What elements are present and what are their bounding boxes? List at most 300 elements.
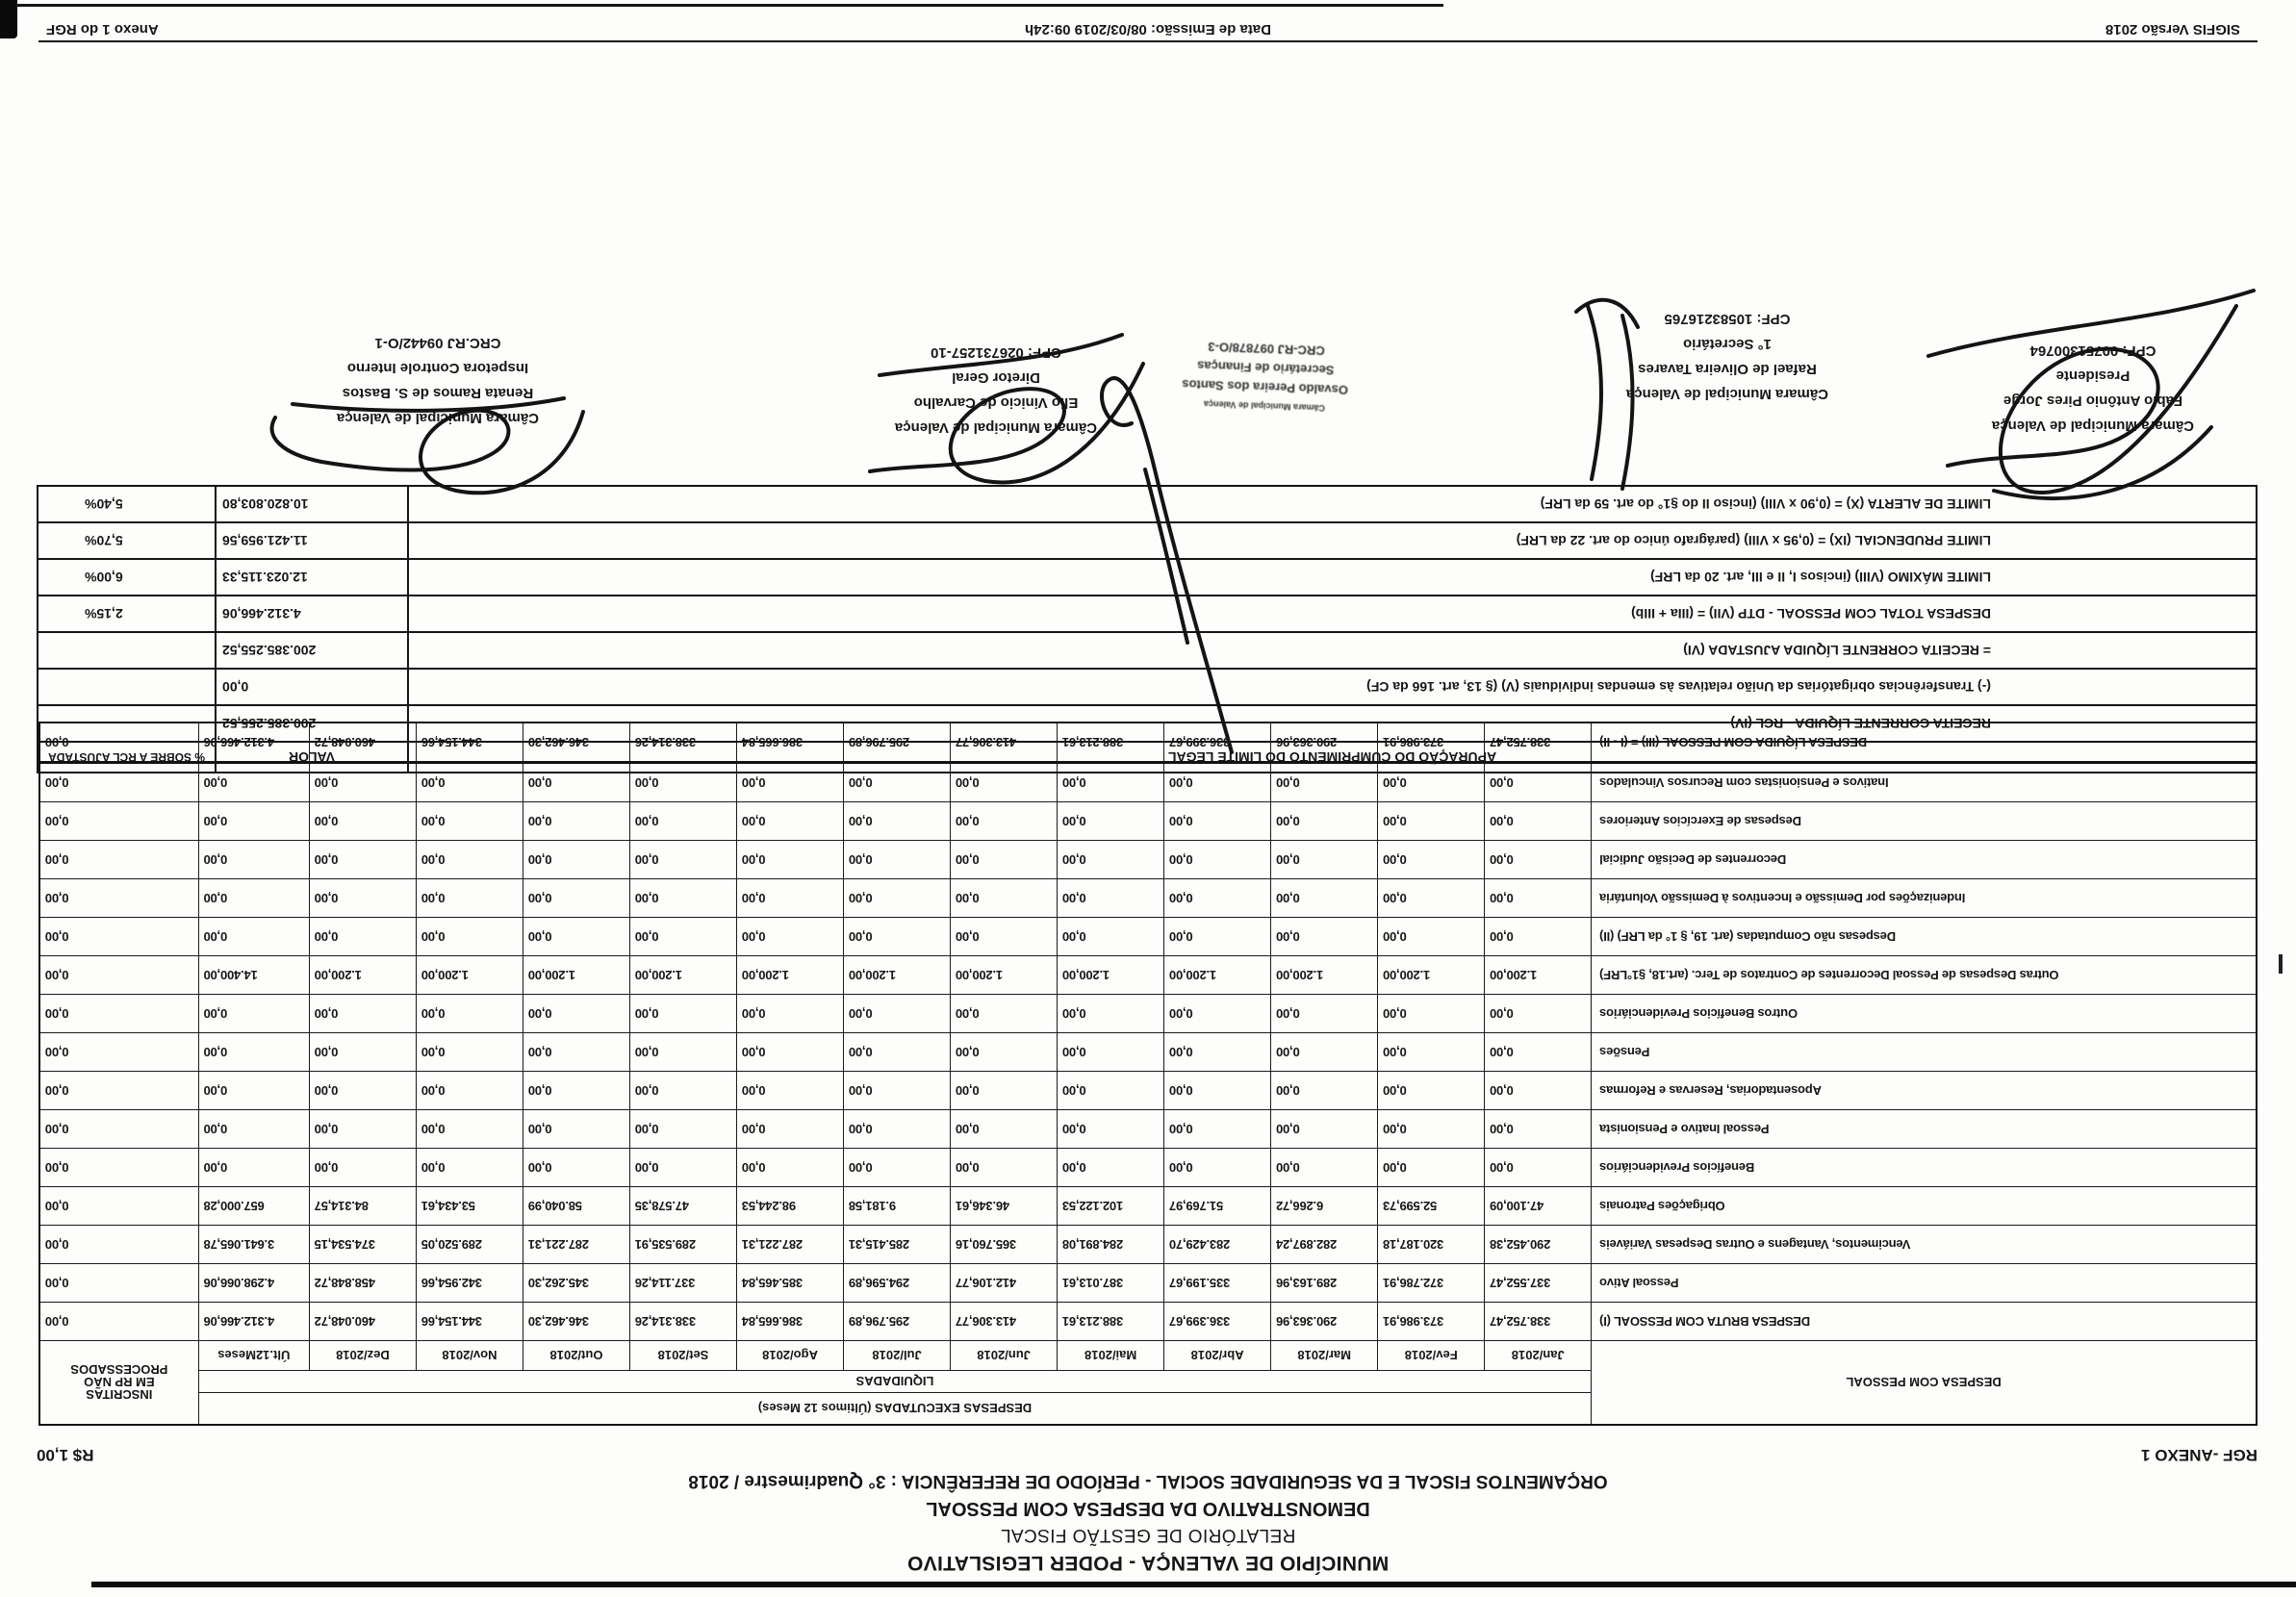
- row-label: Aposentadorias, Reservas e Reformas: [1592, 1072, 2257, 1110]
- value-cell: 0,00: [309, 879, 416, 918]
- signature-stroke-secretario: [1576, 300, 1638, 489]
- value-cell: 287.221,31: [737, 1226, 844, 1264]
- value-cell: 6.266,72: [1271, 1187, 1378, 1226]
- apuracao-label: LIMITE PRUDENCIAL (IX) = (0,95 x VIII) (parágrafo único do art. 22 da LRF): [408, 522, 2257, 559]
- apuracao-label: (-) Transferências obrigatórias da União relativas às emendas individuais (V) (§ 13, art. 166 da CF): [408, 669, 2257, 705]
- value-cell: 0,00: [39, 1226, 198, 1264]
- value-cell: 0,00: [1058, 763, 1164, 802]
- signature-org: Câmara Municipal de Valença: [1625, 386, 1829, 402]
- signature-name: Fábio Antônio Pires Jorge: [2003, 393, 2183, 409]
- table-row: [39, 956, 2257, 995]
- value-cell: 289.163,96: [1271, 1264, 1378, 1303]
- value-cell: 0,00: [844, 1110, 951, 1149]
- apuracao-valor: 12.023.115,33: [216, 559, 408, 596]
- value-cell: 0,00: [1164, 763, 1271, 802]
- value-cell: 336.399,67: [1164, 722, 1271, 763]
- row-label: Outros Benefícios Previdenciários: [1592, 995, 2257, 1033]
- value-cell: 0,00: [1378, 1033, 1485, 1072]
- apuracao-pct: 2,15%: [38, 596, 216, 632]
- value-cell: 0,00: [1271, 879, 1378, 918]
- value-cell: 0,00: [39, 802, 198, 841]
- value-cell: 0,00: [1485, 879, 1592, 918]
- value-cell: 3.641.065,78: [198, 1226, 309, 1264]
- value-cell: 374.534,15: [309, 1226, 416, 1264]
- row-label: Despesas não Computadas (art. 19, § 1° da LRF) (II): [1592, 918, 2257, 956]
- value-cell: 0,00: [309, 1072, 416, 1110]
- value-cell: 0,00: [1271, 841, 1378, 879]
- signature-stroke-presidente: [1928, 291, 2254, 498]
- apuracao-valor: 11.421.959,56: [216, 522, 408, 559]
- value-cell: 0,00: [1058, 995, 1164, 1033]
- value-cell: 338.314,26: [629, 1303, 736, 1341]
- month-header: Mai/2018: [1058, 1341, 1164, 1371]
- value-cell: 0,00: [951, 841, 1058, 879]
- value-cell: 0,00: [629, 995, 736, 1033]
- row-label: Obrigações Patronais: [1592, 1187, 2257, 1226]
- month-header: Últ.12Meses: [198, 1341, 309, 1371]
- value-cell: 282.897,24: [1271, 1226, 1378, 1264]
- value-cell: 1.200,00: [844, 956, 951, 995]
- value-cell: 0,00: [523, 841, 629, 879]
- value-cell: 283.429,70: [1164, 1226, 1271, 1264]
- despesa-com-pessoal-table: [38, 722, 2258, 1426]
- value-cell: 0,00: [198, 1149, 309, 1187]
- value-cell: 0,00: [1058, 802, 1164, 841]
- value-cell: 0,00: [951, 1110, 1058, 1149]
- value-cell: 52.599,73: [1378, 1187, 1485, 1226]
- value-cell: 0,00: [416, 879, 523, 918]
- value-cell: 0,00: [39, 1149, 198, 1187]
- value-cell: 0,00: [523, 763, 629, 802]
- value-cell: 0,00: [629, 1149, 736, 1187]
- apuracao-label: LIMITE MÁXIMO (VIII) (incisos I, II e III, art. 20 da LRF): [408, 559, 2257, 596]
- table-row: [39, 1110, 2257, 1149]
- signature-org: Câmara Municipal de Valença: [1203, 398, 1326, 414]
- month-header: Jul/2018: [844, 1341, 951, 1371]
- column-group-header: DESPESAS EXECUTADAS (Últimos 12 Meses): [198, 1393, 1592, 1426]
- value-cell: 0,00: [737, 841, 844, 879]
- value-cell: 0,00: [737, 1149, 844, 1187]
- value-cell: 0,00: [951, 1072, 1058, 1110]
- value-cell: 0,00: [1485, 802, 1592, 841]
- row-label: Vencimentos, Vantagens e Outras Despesas Variáveis: [1592, 1226, 2257, 1264]
- rp-line: INSCRITAS: [86, 1387, 153, 1403]
- value-cell: 0,00: [1164, 841, 1271, 879]
- value-cell: 337.552,47: [1485, 1264, 1592, 1303]
- value-cell: 0,00: [629, 802, 736, 841]
- value-cell: 0,00: [1164, 1110, 1271, 1149]
- annex-label: RGF -ANEXO 1: [2141, 1446, 2258, 1464]
- value-cell: 290.363,96: [1271, 722, 1378, 763]
- value-cell: 47.578,35: [629, 1187, 736, 1226]
- value-cell: 0,00: [1164, 918, 1271, 956]
- value-cell: 0,00: [198, 879, 309, 918]
- value-cell: 0,00: [523, 1149, 629, 1187]
- value-cell: 386.665,84: [737, 1303, 844, 1341]
- row-label: DESPESA BRUTA COM PESSOAL (I): [1592, 1303, 2257, 1341]
- month-header: Jun/2018: [951, 1341, 1058, 1371]
- value-cell: 287.221,31: [523, 1226, 629, 1264]
- handwritten-signatures: [0, 0, 2296, 779]
- value-cell: 0,00: [1378, 1149, 1485, 1187]
- value-cell: 0,00: [39, 1187, 198, 1226]
- value-cell: 387.013,61: [1058, 1264, 1164, 1303]
- apuracao-valor: 200.385.255,52: [216, 705, 408, 742]
- value-cell: 0,00: [39, 879, 198, 918]
- signature-role: Presidente: [2055, 368, 2130, 384]
- value-cell: 53.434,61: [416, 1187, 523, 1226]
- value-cell: 0,00: [1164, 1072, 1271, 1110]
- value-cell: 0,00: [844, 879, 951, 918]
- value-cell: 0,00: [951, 918, 1058, 956]
- value-cell: 0,00: [1271, 1072, 1378, 1110]
- signature-stroke-financas: [1102, 378, 1232, 752]
- signature-doc: CPF: 026731257-10: [931, 344, 1061, 361]
- value-cell: 0,00: [951, 802, 1058, 841]
- value-cell: 0,00: [1378, 995, 1485, 1033]
- value-cell: 0,00: [198, 1033, 309, 1072]
- value-cell: 0,00: [737, 995, 844, 1033]
- value-cell: 0,00: [416, 1072, 523, 1110]
- row-label: Outras Despesas de Pessoal Decorrentes de Contratos de Terc. (art.18, §1°LRF): [1592, 956, 2257, 995]
- column-header-despesa: DESPESA COM PESSOAL: [1592, 1341, 2257, 1426]
- value-cell: 0,00: [39, 995, 198, 1033]
- annex-row: [10, 1443, 2286, 1464]
- value-cell: 0,00: [1058, 918, 1164, 956]
- value-cell: 0,00: [844, 841, 951, 879]
- value-cell: 0,00: [39, 918, 198, 956]
- value-cell: 0,00: [1485, 1033, 1592, 1072]
- footer-rule: [38, 40, 2258, 42]
- value-cell: 1.200,00: [309, 956, 416, 995]
- reference-period: ORÇAMENTOS FISCAL E DA SEGURIDADE SOCIAL - PERÍODO DE REFERÊNCIA : 3° Quadrimestre / 2018: [688, 1471, 1608, 1491]
- value-cell: 0,00: [309, 1149, 416, 1187]
- value-cell: 0,00: [416, 995, 523, 1033]
- value-cell: 0,00: [951, 763, 1058, 802]
- value-cell: 0,00: [39, 1110, 198, 1149]
- value-cell: 0,00: [1058, 841, 1164, 879]
- value-cell: 0,00: [1058, 1072, 1164, 1110]
- apuracao-header: APURAÇÃO DO CUMPRIMENTO DO LIMITE LEGAL: [408, 742, 2257, 773]
- value-cell: 0,00: [198, 1110, 309, 1149]
- value-cell: 9.181,58: [844, 1187, 951, 1226]
- value-cell: 0,00: [39, 1033, 198, 1072]
- apuracao-valor: 10.820.803,80: [216, 486, 408, 522]
- value-cell: 338.314,26: [629, 722, 736, 763]
- value-cell: 0,00: [309, 918, 416, 956]
- value-cell: 0,00: [951, 995, 1058, 1033]
- value-cell: 0,00: [844, 1149, 951, 1187]
- value-cell: 290.452,38: [1485, 1226, 1592, 1264]
- value-cell: 344.154,66: [416, 722, 523, 763]
- value-cell: 0,00: [523, 1110, 629, 1149]
- signature-org: Câmara Municipal de Valença: [1991, 418, 2195, 434]
- signature-doc: CPF: 10583216765: [1664, 311, 1791, 327]
- apuracao-label: DESPESA TOTAL COM PESSOAL - DTP (VII) = (IIIa + IIIb): [408, 596, 2257, 632]
- value-cell: 1.200,00: [629, 956, 736, 995]
- column-header-rp: [39, 1341, 198, 1426]
- value-cell: 0,00: [629, 918, 736, 956]
- value-cell: 0,00: [416, 763, 523, 802]
- value-cell: 0,00: [1485, 1110, 1592, 1149]
- value-cell: 0,00: [1485, 841, 1592, 879]
- value-cell: 0,00: [1485, 763, 1592, 802]
- apuracao-label: = RECEITA CORRENTE LÍQUIDA AJUSTADA (VI): [408, 632, 2257, 669]
- table-row: [39, 879, 2257, 918]
- row-label: Decorrentes de Decisão Judicial: [1592, 841, 2257, 879]
- footer-annex-ref: Anexo 1 do RGF: [46, 21, 159, 38]
- statement-title: DEMONSTRATIVO DA DESPESA COM PESSOAL: [926, 1498, 1370, 1519]
- value-cell: 373.986,91: [1378, 1303, 1485, 1341]
- value-cell: 0,00: [844, 918, 951, 956]
- apuracao-pct: 5,70%: [38, 522, 216, 559]
- value-cell: 372.786,91: [1378, 1264, 1485, 1303]
- value-cell: 0,00: [1378, 879, 1485, 918]
- footer-emission-date: Data de Emissão: 08/03/2019 09:24h: [1025, 21, 1271, 38]
- value-cell: 0,00: [309, 1033, 416, 1072]
- value-cell: 337.114,26: [629, 1264, 736, 1303]
- value-cell: 0,00: [1164, 1149, 1271, 1187]
- row-label: Pessoal Ativo: [1592, 1264, 2257, 1303]
- value-cell: 458.848,72: [309, 1264, 416, 1303]
- apuracao-valor: 200.385.255,52: [216, 632, 408, 669]
- scan-artifact: [2279, 954, 2283, 974]
- signature-doc: CPF: 00751300764: [2029, 342, 2156, 359]
- month-header: Ago/2018: [737, 1341, 844, 1371]
- value-cell: 0,00: [198, 841, 309, 879]
- value-cell: 102.122,53: [1058, 1187, 1164, 1226]
- value-cell: 0,00: [1485, 918, 1592, 956]
- value-cell: 0,00: [1058, 879, 1164, 918]
- value-cell: 0,00: [39, 956, 198, 995]
- value-cell: 4.312.466,06: [198, 1303, 309, 1341]
- value-cell: 0,00: [309, 841, 416, 879]
- value-cell: 0,00: [309, 1110, 416, 1149]
- month-header: Out/2018: [523, 1341, 629, 1371]
- signature-stroke-diretor: [870, 335, 1143, 482]
- title-block: [0, 1470, 2296, 1574]
- value-cell: 47.100,09: [1485, 1187, 1592, 1226]
- column-subheader-liquidadas: LIQUIDADAS: [198, 1371, 1592, 1393]
- table-row: [39, 1187, 2257, 1226]
- value-cell: 0,00: [39, 722, 198, 763]
- value-cell: 0,00: [1164, 995, 1271, 1033]
- value-cell: 0,00: [629, 879, 736, 918]
- value-cell: 1.200,00: [1058, 956, 1164, 995]
- value-cell: 0,00: [951, 1033, 1058, 1072]
- value-cell: 0,00: [523, 1072, 629, 1110]
- value-cell: 58.040,99: [523, 1187, 629, 1226]
- signature-name: Elio Vinicio de Carvalho: [913, 394, 1079, 411]
- value-cell: 0,00: [629, 1033, 736, 1072]
- value-cell: 0,00: [39, 1072, 198, 1110]
- value-cell: 0,00: [629, 1110, 736, 1149]
- table-row: [39, 1226, 2257, 1264]
- value-cell: 346.462,30: [523, 722, 629, 763]
- value-cell: 338.752,47: [1485, 1303, 1592, 1341]
- value-cell: 0,00: [1378, 1110, 1485, 1149]
- value-cell: 0,00: [416, 1110, 523, 1149]
- value-cell: 0,00: [309, 763, 416, 802]
- value-cell: 0,00: [1378, 763, 1485, 802]
- signature-role: Inspetora Controle Interno: [346, 360, 529, 376]
- value-cell: 0,00: [1164, 1033, 1271, 1072]
- table-row: [39, 1149, 2257, 1187]
- value-cell: 46.346,61: [951, 1187, 1058, 1226]
- value-cell: 0,00: [844, 1033, 951, 1072]
- value-cell: 373.986,91: [1378, 722, 1485, 763]
- value-cell: 413.306,77: [951, 1303, 1058, 1341]
- table-row: [39, 1303, 2257, 1341]
- signature-name: Osvaldo Pereira dos Santos: [1182, 376, 1349, 398]
- pct-header: % SOBRE A RCL AJUSTADA: [38, 742, 216, 773]
- currency-label: R$ 1,00: [37, 1446, 94, 1464]
- value-cell: 346.462,30: [523, 1303, 629, 1341]
- value-cell: 0,00: [629, 763, 736, 802]
- page-title: MUNICÍPIO DE VALENÇA - PODER LEGISLATIVO: [906, 1552, 1390, 1574]
- value-cell: 0,00: [951, 879, 1058, 918]
- value-cell: 0,00: [1378, 841, 1485, 879]
- value-cell: 0,00: [844, 763, 951, 802]
- value-cell: 1.200,00: [1485, 956, 1592, 995]
- signature-role: Secretário de Finanças: [1196, 358, 1335, 378]
- value-cell: 0,00: [1271, 802, 1378, 841]
- value-cell: 335.199,67: [1164, 1264, 1271, 1303]
- value-cell: 0,00: [1485, 1149, 1592, 1187]
- table-row: [39, 1033, 2257, 1072]
- value-cell: 0,00: [39, 841, 198, 879]
- apuracao-label: RECEITA CORRENTE LÍQUIDA - RCL (IV): [408, 705, 2257, 742]
- value-cell: 0,00: [844, 802, 951, 841]
- signature-name: Renata Ramos de S. Bastos: [342, 385, 534, 401]
- value-cell: 51.769,97: [1164, 1187, 1271, 1226]
- value-cell: 0,00: [198, 802, 309, 841]
- month-header: Abr/2018: [1164, 1341, 1271, 1371]
- month-header: Mar/2018: [1271, 1341, 1378, 1371]
- table-row: [39, 1264, 2257, 1303]
- value-cell: 285.415,31: [844, 1226, 951, 1264]
- value-cell: 386.665,84: [737, 722, 844, 763]
- value-cell: 1.200,00: [523, 956, 629, 995]
- table-row: [39, 802, 2257, 841]
- signature-role: 1° Secretário: [1683, 336, 1772, 352]
- row-label: Indenizações por Demissão e Incentivos à Demissão Voluntária: [1592, 879, 2257, 918]
- rp-line: PROCESSADOS: [70, 1362, 168, 1378]
- value-cell: 0,00: [1058, 1033, 1164, 1072]
- value-cell: 388.213,61: [1058, 1303, 1164, 1341]
- row-label: Pessoal Inativo e Pensionista: [1592, 1110, 2257, 1149]
- apuracao-pct: 5,40%: [38, 486, 216, 522]
- value-cell: 0,00: [1164, 879, 1271, 918]
- value-cell: 0,00: [1164, 802, 1271, 841]
- row-label: Pensões: [1592, 1033, 2257, 1072]
- signature-name: Rafael de Oliveira Tavares: [1638, 361, 1817, 377]
- value-cell: 4.312.466,06: [198, 722, 309, 763]
- value-cell: 412.106,77: [951, 1264, 1058, 1303]
- signature-stroke-inspetora: [272, 398, 583, 493]
- value-cell: 0,00: [737, 1072, 844, 1110]
- row-label: DESPESA LÍQUIDA COM PESSOAL (III) = (I - II): [1592, 722, 2257, 763]
- value-cell: 657.000,28: [198, 1187, 309, 1226]
- value-cell: 0,00: [737, 1110, 844, 1149]
- value-cell: 0,00: [198, 1072, 309, 1110]
- valor-header: VALOR: [216, 742, 408, 773]
- value-cell: 1.200,00: [1378, 956, 1485, 995]
- apuracao-label: LIMITE DE ALERTA (X) = (0,90 x VIII) (inciso II do §1° do art. 59 da LRF): [408, 486, 2257, 522]
- value-cell: 0,00: [629, 841, 736, 879]
- value-cell: 0,00: [39, 1303, 198, 1341]
- value-cell: 1.200,00: [737, 956, 844, 995]
- value-cell: 385.465,84: [737, 1264, 844, 1303]
- value-cell: 14.400,00: [198, 956, 309, 995]
- value-cell: 0,00: [1378, 802, 1485, 841]
- value-cell: 0,00: [39, 1264, 198, 1303]
- value-cell: 0,00: [309, 995, 416, 1033]
- value-cell: 0,00: [1271, 995, 1378, 1033]
- value-cell: 460.048,72: [309, 1303, 416, 1341]
- table-row: [39, 995, 2257, 1033]
- value-cell: 0,00: [416, 841, 523, 879]
- apuracao-valor: 0,00: [216, 669, 408, 705]
- value-cell: 0,00: [523, 802, 629, 841]
- value-cell: 0,00: [1271, 1033, 1378, 1072]
- value-cell: 0,00: [523, 879, 629, 918]
- month-header: Jan/2018: [1485, 1341, 1592, 1371]
- value-cell: 0,00: [39, 763, 198, 802]
- value-cell: 0,00: [416, 1149, 523, 1187]
- value-cell: 1.200,00: [416, 956, 523, 995]
- value-cell: 0,00: [1058, 1110, 1164, 1149]
- table-row: [39, 841, 2257, 879]
- value-cell: 365.760,16: [951, 1226, 1058, 1264]
- rp-line: EM RP NÃO: [84, 1375, 155, 1390]
- value-cell: 388.213,61: [1058, 722, 1164, 763]
- value-cell: 345.262,30: [523, 1264, 629, 1303]
- value-cell: 0,00: [1271, 1110, 1378, 1149]
- month-header: Fev/2018: [1378, 1341, 1485, 1371]
- value-cell: 4.298.066,06: [198, 1264, 309, 1303]
- value-cell: 0,00: [629, 1072, 736, 1110]
- value-cell: 344.154,66: [416, 1303, 523, 1341]
- value-cell: 0,00: [198, 918, 309, 956]
- value-cell: 320.187,18: [1378, 1226, 1485, 1264]
- value-cell: 0,00: [737, 918, 844, 956]
- value-cell: 0,00: [1378, 1072, 1485, 1110]
- value-cell: 0,00: [844, 1072, 951, 1110]
- value-cell: 0,00: [523, 995, 629, 1033]
- apuracao-pct: 6,00%: [38, 559, 216, 596]
- month-header: Nov/2018: [416, 1341, 523, 1371]
- value-cell: 295.796,89: [844, 722, 951, 763]
- value-cell: 289.520,05: [416, 1226, 523, 1264]
- value-cell: 0,00: [1271, 763, 1378, 802]
- table-row: [39, 918, 2257, 956]
- scan-edge-line: [91, 1582, 2296, 1587]
- table-row: [39, 1072, 2257, 1110]
- value-cell: 338.752,47: [1485, 722, 1592, 763]
- value-cell: 290.363,96: [1271, 1303, 1378, 1341]
- value-cell: 0,00: [737, 763, 844, 802]
- value-cell: 1.200,00: [951, 956, 1058, 995]
- value-cell: 0,00: [1058, 1149, 1164, 1187]
- value-cell: 0,00: [1485, 995, 1592, 1033]
- signature-doc: CRC.RJ 09442/O-1: [374, 335, 501, 351]
- value-cell: 0,00: [523, 1033, 629, 1072]
- value-cell: 0,00: [416, 918, 523, 956]
- signature-org: Câmara Municipal de Valença: [336, 410, 540, 426]
- report-title: RELATÓRIO DE GESTÃO FISCAL: [1000, 1525, 1296, 1545]
- value-cell: 84.314,57: [309, 1187, 416, 1226]
